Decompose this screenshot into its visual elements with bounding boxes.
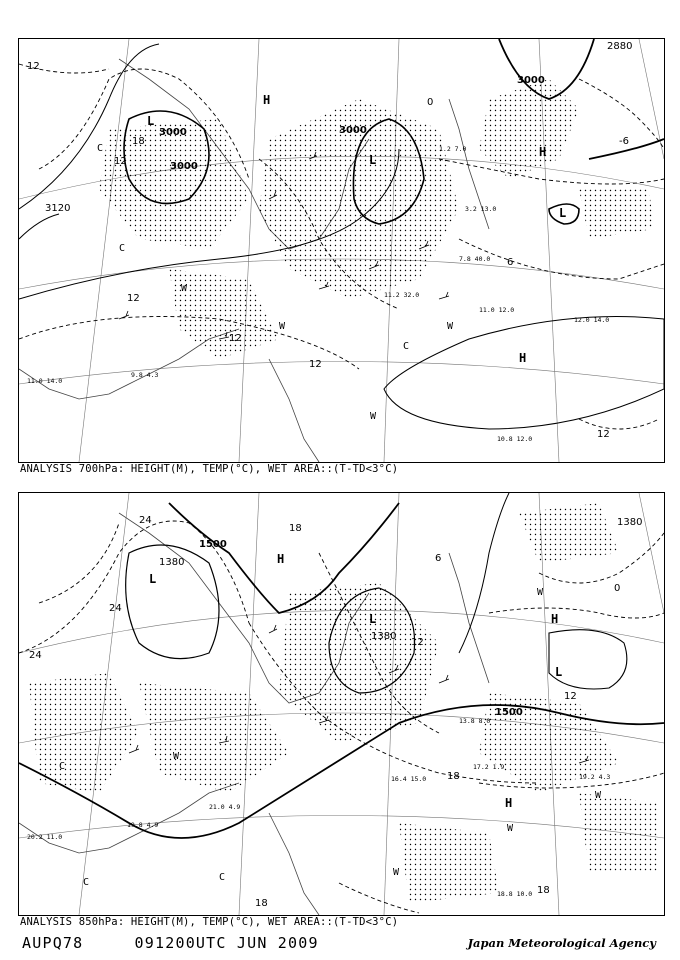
- chart-identifier: [22, 934, 319, 952]
- station-obs: 7.8 40.0: [459, 255, 491, 263]
- temp-label: 12: [597, 429, 610, 440]
- station-obs: 11.0 12.0: [479, 306, 515, 314]
- map-700hpa: [18, 38, 665, 463]
- cold-marker: C: [83, 877, 90, 888]
- station-obs: 3.2 13.0: [465, 205, 497, 213]
- height-label: 1380: [159, 557, 185, 568]
- warm-marker: W: [537, 587, 544, 598]
- chart-code: AUPQ78: [22, 934, 84, 952]
- caption-700hpa: ANALYSIS 700hPa: HEIGHT(M), TEMP(°C), WET AREA::(T-TD<3°C): [20, 463, 399, 475]
- warm-marker: W: [595, 790, 602, 801]
- station-obs: 10.8 12.0: [497, 435, 533, 443]
- warm-marker: W: [279, 321, 286, 332]
- temp-label: 24: [109, 603, 122, 614]
- high-center: H: [277, 552, 285, 566]
- station-obs: 19.2 4.3: [579, 773, 611, 781]
- temp-label: 12: [27, 61, 40, 72]
- low-center: L: [559, 206, 567, 220]
- temp-label: 0: [614, 583, 621, 594]
- warm-marker: W: [181, 283, 188, 294]
- warm-marker: W: [393, 867, 400, 878]
- height-label: 1500: [199, 539, 227, 550]
- temp-label: 12: [127, 293, 140, 304]
- temp-label: 12: [114, 156, 127, 167]
- temp-label: 12: [411, 637, 424, 648]
- station-obs: 20.2 11.0: [27, 833, 63, 841]
- map-850hpa-canvas: [19, 493, 664, 915]
- height-label: 3000: [159, 127, 187, 138]
- temp-label: 18: [537, 885, 550, 896]
- height-label: 1380: [617, 517, 643, 528]
- station-obs: 11.0 14.0: [27, 377, 63, 385]
- cold-marker: C: [59, 761, 66, 772]
- temp-label: 18: [255, 898, 268, 909]
- high-center: H: [551, 612, 559, 626]
- high-center: H: [519, 351, 527, 365]
- temp-label: 0: [427, 97, 434, 108]
- temp-label: 12: [564, 691, 577, 702]
- station-obs: 16.4 15.0: [391, 775, 427, 783]
- temp-label: 18: [289, 523, 302, 534]
- station-obs: 9.8 4.3: [131, 371, 159, 379]
- high-center: H: [263, 93, 271, 107]
- station-obs: 19.8 4.9: [127, 821, 159, 829]
- low-center: L: [369, 612, 377, 626]
- low-center: L: [369, 153, 377, 167]
- height-label: 3000: [339, 125, 367, 136]
- cold-marker: C: [403, 341, 410, 352]
- cold-marker: C: [219, 872, 226, 883]
- temp-label: 24: [29, 650, 42, 661]
- warm-marker: W: [507, 823, 514, 834]
- agency-name: Japan Meteorological Agency: [467, 936, 656, 950]
- temp-label: 12: [229, 333, 242, 344]
- wet-areas: [29, 503, 659, 903]
- temp-label: 18: [447, 771, 460, 782]
- height-label: 3000: [170, 161, 198, 172]
- warm-marker: W: [447, 321, 454, 332]
- height-label: 1500: [495, 707, 523, 718]
- map-700hpa-canvas: [19, 39, 664, 462]
- low-center: L: [149, 572, 157, 586]
- warm-marker: W: [370, 411, 377, 422]
- temp-label: 18: [132, 136, 145, 147]
- station-obs: 21.0 4.9: [209, 803, 241, 811]
- station-obs: 18.8 10.0: [497, 890, 533, 898]
- warm-marker: W: [173, 751, 180, 762]
- station-obs: 11.2 32.0: [384, 291, 420, 299]
- high-center: H: [539, 145, 547, 159]
- temp-label: 24: [139, 515, 152, 526]
- station-obs: 12.0 14.0: [574, 316, 610, 324]
- wet-areas: [99, 79, 654, 359]
- low-center: L: [147, 114, 155, 128]
- low-center: L: [555, 665, 563, 679]
- temp-label: -6: [619, 136, 629, 147]
- cold-marker: C: [97, 143, 104, 154]
- station-obs: 17.2 1.9: [473, 763, 505, 771]
- cold-marker: C: [119, 243, 126, 254]
- chart-datetime: 091200UTC JUN 2009: [134, 934, 319, 952]
- temp-label: 6: [507, 257, 514, 268]
- caption-850hpa: ANALYSIS 850hPa: HEIGHT(M), TEMP(°C), WET AREA::(T-TD<3°C): [20, 916, 399, 928]
- height-label: 2880: [607, 41, 633, 52]
- map-850hpa: [18, 492, 665, 916]
- temp-label: 6: [435, 553, 442, 564]
- height-label: 3000: [517, 75, 545, 86]
- temp-label: 12: [309, 359, 322, 370]
- station-obs: 1.2 7.0: [439, 145, 467, 153]
- high-center: H: [505, 796, 513, 810]
- height-label: 3120: [45, 203, 71, 214]
- station-obs: 13.8 8.0: [459, 717, 491, 725]
- height-label: 1380: [371, 631, 397, 642]
